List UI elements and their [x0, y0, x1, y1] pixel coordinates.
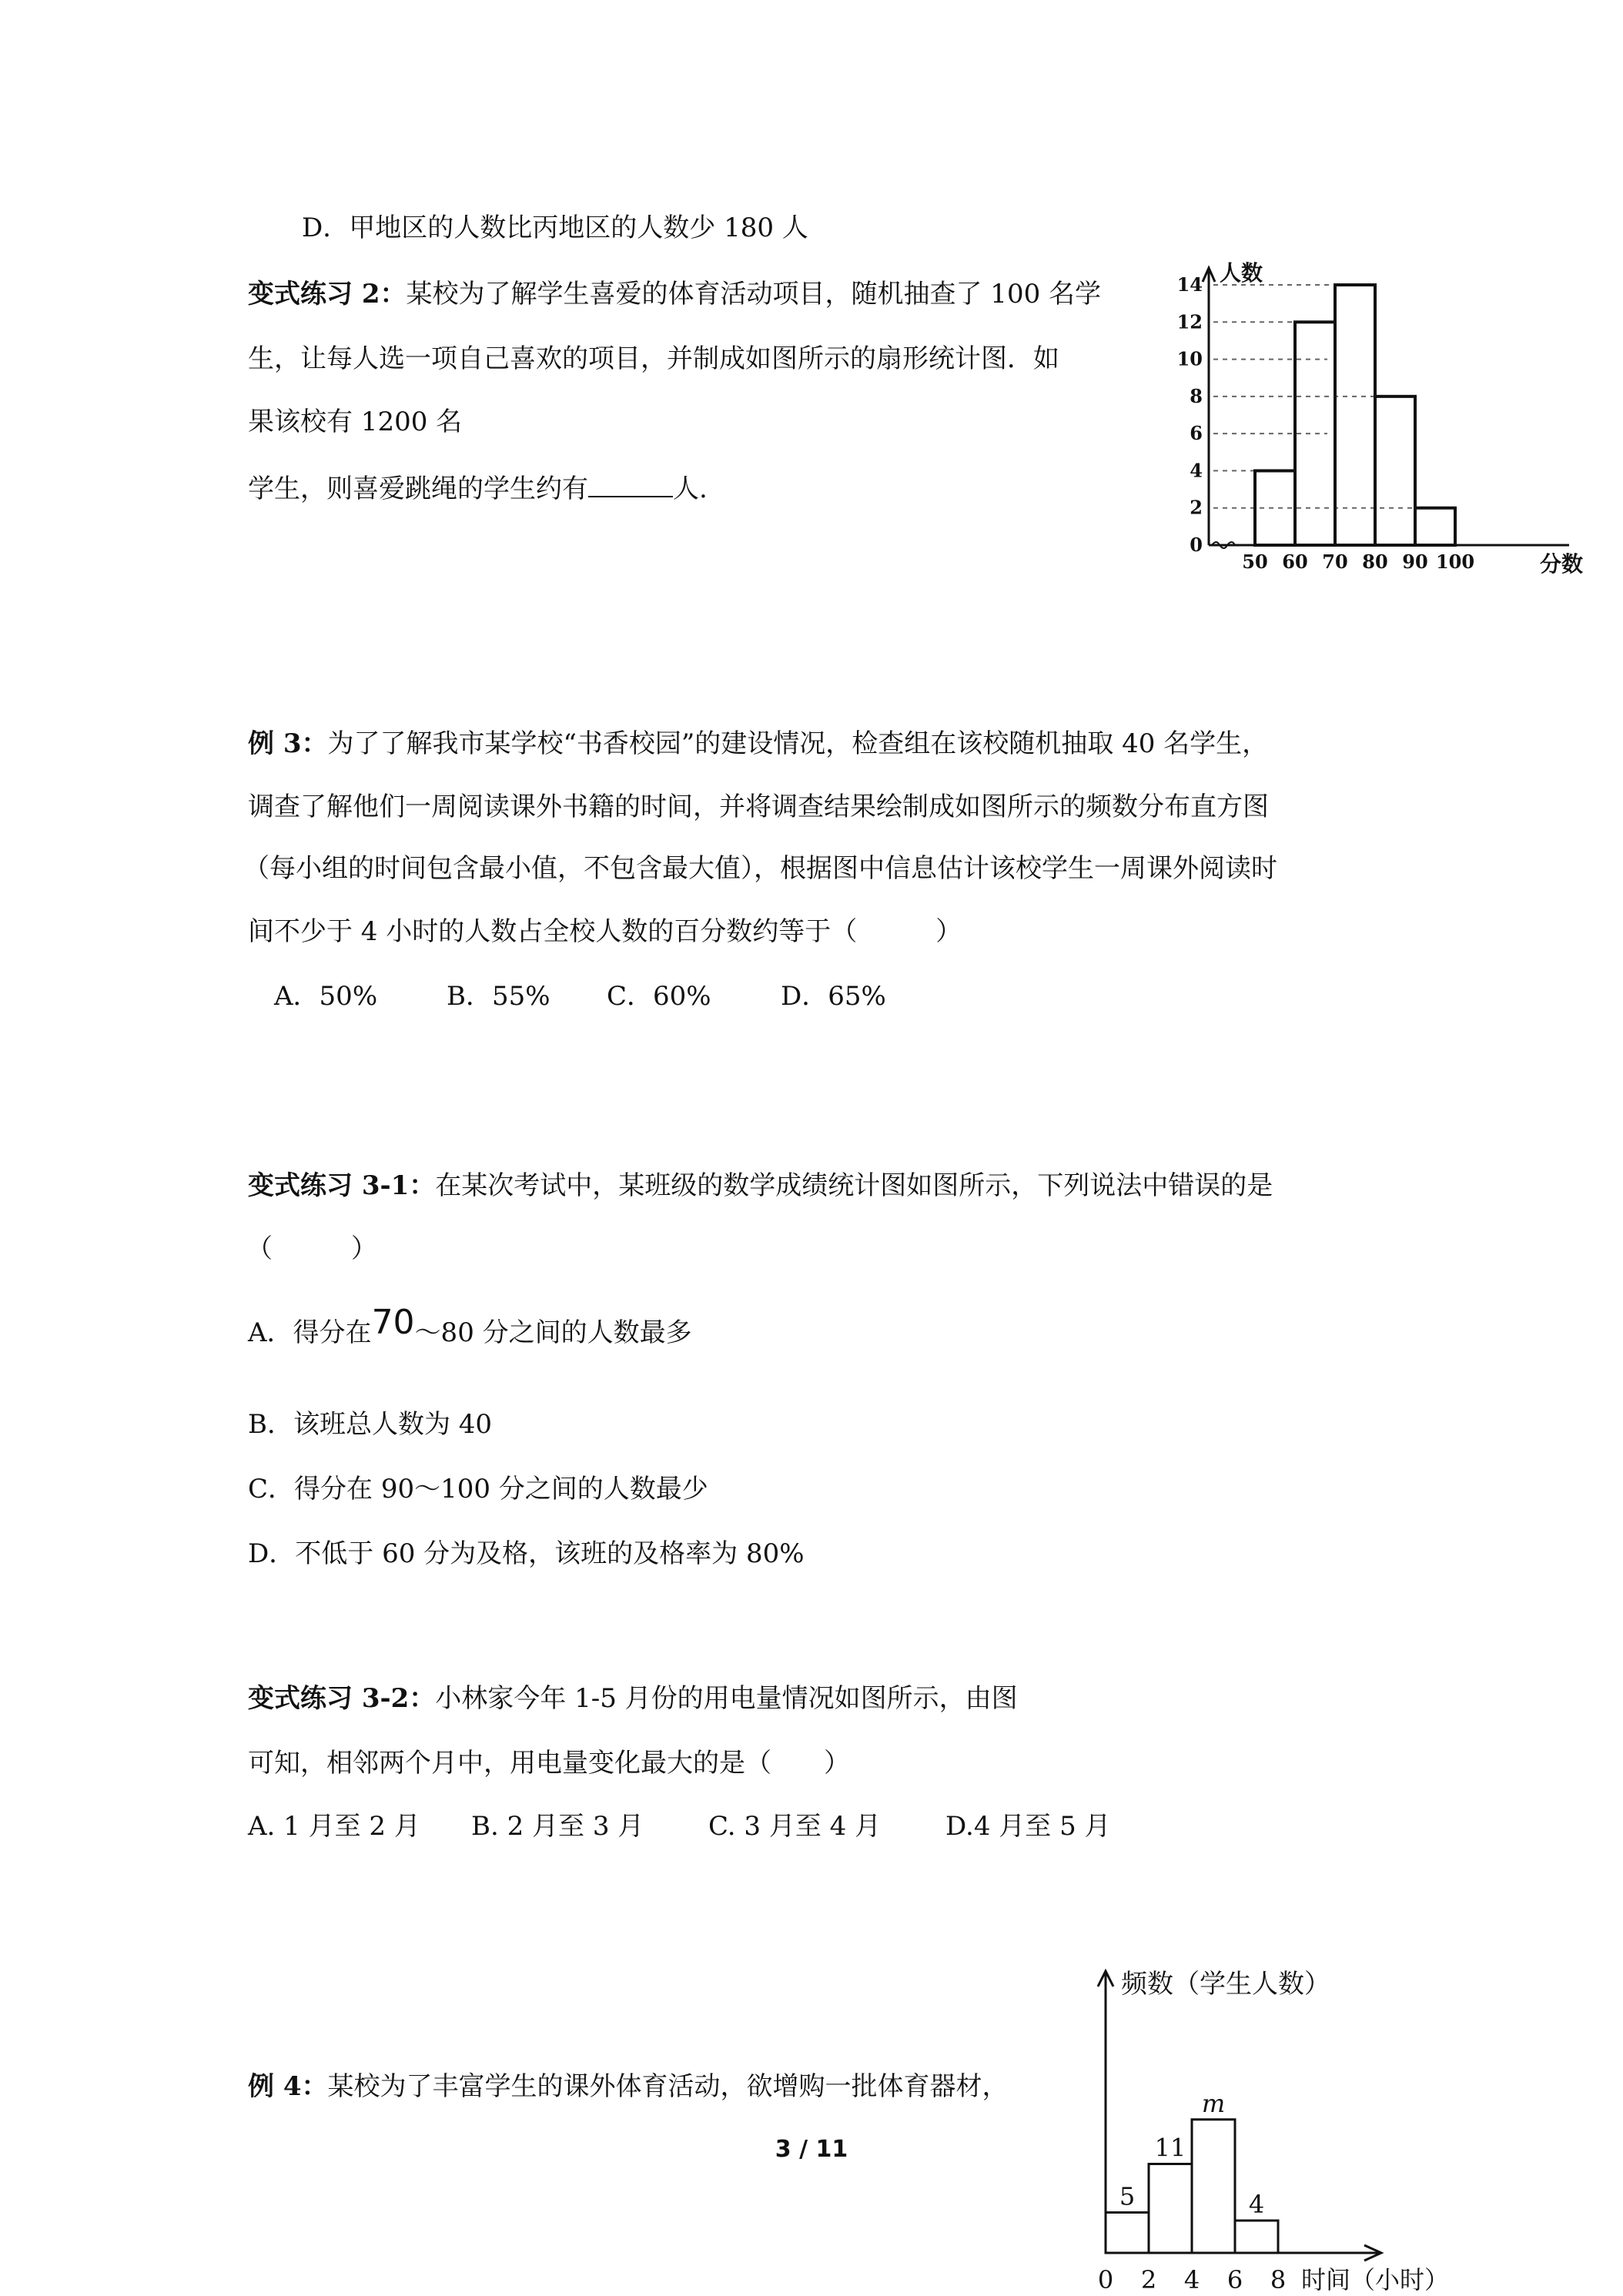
- example-4-line-1: [248, 2071, 1009, 2102]
- example-3-line-4: 间不少于 4 小时的人数占全校人数的百分数约等于（ ）: [248, 916, 962, 947]
- option-a-70: 70: [371, 1303, 415, 1342]
- y-tick-label: 12: [1176, 310, 1203, 333]
- variant-2-text-1: 某校为了解学生喜爱的体育活动项目，随机抽查了 100 名学: [406, 279, 1102, 310]
- variant-2-line-3: 果该校有 1200 名: [248, 407, 463, 437]
- histogram-bar: [1415, 508, 1455, 545]
- variant-3-2-choice-d[interactable]: D.4 月至 5 月: [945, 1811, 1111, 1842]
- example-3-choice-b[interactable]: B．55%: [447, 981, 550, 1012]
- variant-2-line-1: [248, 279, 1101, 310]
- example-3-line-3: （每小组的时间包含最小值，不包含最大值），根据图中信息估计该校学生一周课外阅读时: [243, 853, 1277, 884]
- x-tick-label: 2: [1140, 2265, 1157, 2294]
- bar-value-label: 5: [1119, 2181, 1136, 2211]
- example-4-label: 例 4：: [248, 2071, 328, 2102]
- variant-2-line-2: 生，让每人选一项自己喜欢的项目，并制成如图所示的扇形统计图．如: [248, 343, 1059, 374]
- histogram-bar: [1235, 2221, 1278, 2253]
- variant-3-2-choice-c[interactable]: C. 3 月至 4 月: [708, 1811, 882, 1842]
- variant-3-1-line-1: [248, 1170, 1273, 1201]
- variant-3-2-text-1: 小林家今年 1-5 月份的用电量情况如图所示，由图: [435, 1683, 1018, 1714]
- variant-3-2-line-2: 可知，相邻两个月中，用电量变化最大的是（ ）: [248, 1748, 850, 1779]
- variant-3-1-option-c[interactable]: C．得分在 90～100 分之间的人数最少: [248, 1474, 708, 1504]
- y-tick-label: 0: [1190, 534, 1203, 556]
- variant-2-text-4b: 人.: [673, 474, 708, 504]
- histogram-bar: [1149, 2164, 1192, 2254]
- example-3-label: 例 3：: [248, 728, 328, 759]
- histogram-bar: [1375, 397, 1415, 545]
- variant-3-1-line-2: （ ）: [246, 1233, 377, 1264]
- variant-3-1-label: 变式练习 3-1：: [248, 1170, 436, 1201]
- x-axis-label: 分数: [1540, 551, 1584, 577]
- answer-blank[interactable]: [588, 473, 673, 497]
- variant-2-line-4: [248, 473, 708, 504]
- reading-time-histogram: [1078, 1963, 1450, 2296]
- bar-value-label: m: [1201, 2088, 1226, 2118]
- page-number: 3 / 11: [775, 2136, 848, 2163]
- variant-3-2-label: 变式练习 3-2：: [248, 1683, 436, 1714]
- y-tick-label: 2: [1190, 496, 1203, 519]
- y-tick-label: 10: [1176, 347, 1203, 370]
- y-tick-label: 14: [1176, 273, 1203, 296]
- histogram-bar: [1335, 285, 1375, 545]
- example-3-line-1: [248, 728, 1268, 759]
- example-3-text-1: 为了了解我市某学校“书香校园”的建设情况，检查组在该校随机抽取 40 名学生，: [327, 728, 1269, 759]
- variant-3-2-line-1: [248, 1683, 1018, 1714]
- x-tick-label: 50: [1242, 551, 1268, 573]
- variant-3-2-choices: [248, 1811, 1111, 1842]
- bar-value-label: 11: [1154, 2133, 1186, 2163]
- variant-2-text-4a: 学生，则喜爱跳绳的学生约有: [248, 474, 588, 504]
- example-3-choice-c[interactable]: C．60%: [607, 981, 711, 1012]
- example-4-text-1: 某校为了丰富学生的课外体育活动，欲增购一批体育器材，: [327, 2071, 1009, 2102]
- histogram-bar: [1106, 2213, 1149, 2254]
- y-axis-label: 频数（学生人数）: [1121, 1969, 1330, 2000]
- y-tick-label: 8: [1190, 384, 1203, 407]
- x-tick-label: 4: [1183, 2265, 1200, 2294]
- bar-value-label: 4: [1248, 2190, 1265, 2219]
- x-tick-label: 90: [1402, 551, 1428, 573]
- x-tick-label: 100: [1435, 551, 1475, 573]
- histogram-bar: [1192, 2120, 1235, 2253]
- variant-3-1-option-b[interactable]: B．该班总人数为 40: [248, 1409, 493, 1440]
- y-axis-label: 人数: [1220, 260, 1263, 286]
- x-axis-label: 时间（小时）: [1301, 2265, 1450, 2294]
- example-3-line-2: 调查了解他们一周阅读课外书籍的时间，并将调查结果绘制成如图所示的频数分布直方图: [248, 792, 1269, 822]
- variant-3-2-choice-a[interactable]: A. 1 月至 2 月: [248, 1811, 420, 1842]
- x-tick-label: 80: [1362, 551, 1388, 573]
- option-a-text-2: ～80 分之间的人数最多: [414, 1317, 692, 1348]
- variant-3-1-option-d[interactable]: D．不低于 60 分为及格，该班的及格率为 80%: [248, 1538, 805, 1569]
- variant-3-1-option-a[interactable]: [248, 1303, 692, 1348]
- x-tick-label: 70: [1322, 551, 1348, 573]
- example-3-choices: [274, 981, 886, 1012]
- x-tick-label: 60: [1282, 551, 1308, 573]
- example-3-choice-a[interactable]: A．50%: [274, 981, 378, 1012]
- x-tick-label: 0: [1097, 2265, 1114, 2294]
- option-a-text-1: A．得分在: [248, 1317, 372, 1348]
- prev-option-d: D．甲地区的人数比丙地区的人数少 180 人: [302, 213, 808, 243]
- score-histogram: [1178, 262, 1609, 593]
- example-3-choice-d[interactable]: D．65%: [781, 981, 886, 1012]
- y-tick-label: 4: [1190, 459, 1203, 482]
- x-tick-label: 8: [1270, 2265, 1287, 2294]
- variant-2-label: 变式练习 2：: [248, 279, 407, 310]
- x-tick-label: 6: [1226, 2265, 1243, 2294]
- y-tick-label: 6: [1190, 422, 1203, 445]
- variant-3-1-text-1: 在某次考试中，某班级的数学成绩统计图如图所示，下列说法中错误的是: [435, 1170, 1273, 1201]
- variant-3-2-choice-b[interactable]: B. 2 月至 3 月: [471, 1811, 644, 1842]
